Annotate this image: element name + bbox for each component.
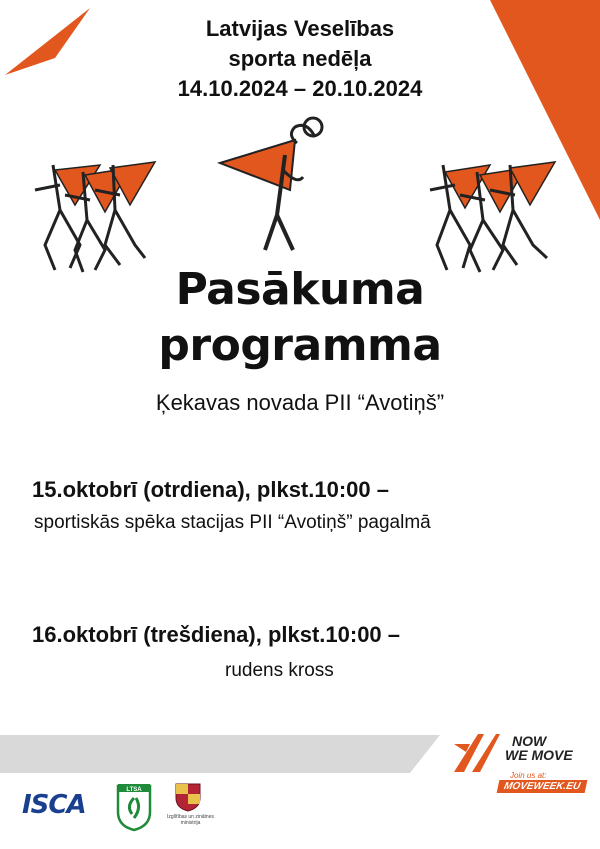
ministry-logo-text: Izglītības un zinātnes ministrija xyxy=(167,814,214,826)
header-line1: Latvijas Veselības xyxy=(205,16,395,41)
header-dates: 14.10.2024 – 20.10.2024 xyxy=(177,76,423,101)
running-figures-right-illustration xyxy=(425,150,565,275)
event-date: 15.oktobrī (otrdiena), plkst.10:00 – xyxy=(32,477,389,502)
nowwemove-join: Join us at: xyxy=(510,771,547,780)
nowwemove-mark-icon xyxy=(452,732,500,774)
event-description: sportiskās spēka stacijas PII “Avotiņš” pagalmā xyxy=(34,512,431,533)
crest-icon xyxy=(173,780,203,812)
event-date: 16.oktobrī (trešdiena), plkst.10:00 – xyxy=(32,622,401,647)
running-figures-left-illustration xyxy=(25,150,165,275)
event-header xyxy=(0,14,600,104)
event-description: rudens kross xyxy=(225,660,334,681)
isca-logo: ISCA xyxy=(22,790,86,820)
moveweek-link[interactable]: MOVEWEEK.EU xyxy=(497,780,588,793)
venue-text: Ķekavas novada PII “Avotiņš” xyxy=(155,390,445,415)
ministry-logo xyxy=(163,780,218,840)
program-title xyxy=(0,262,600,374)
nowwemove-logo xyxy=(452,732,582,792)
stick-figure-flag-illustration xyxy=(215,115,330,255)
nowwemove-line1: NOW xyxy=(512,733,547,749)
title-line1: Pasākuma xyxy=(175,264,425,315)
title-line2: programma xyxy=(158,320,442,371)
ltsa-logo-text: LTSA xyxy=(126,787,142,793)
header-line2: sporta nedēļa xyxy=(228,46,372,71)
nowwemove-line2: WE MOVE xyxy=(505,747,573,763)
footer-grey-band xyxy=(0,735,440,773)
ltsa-logo xyxy=(115,780,153,832)
